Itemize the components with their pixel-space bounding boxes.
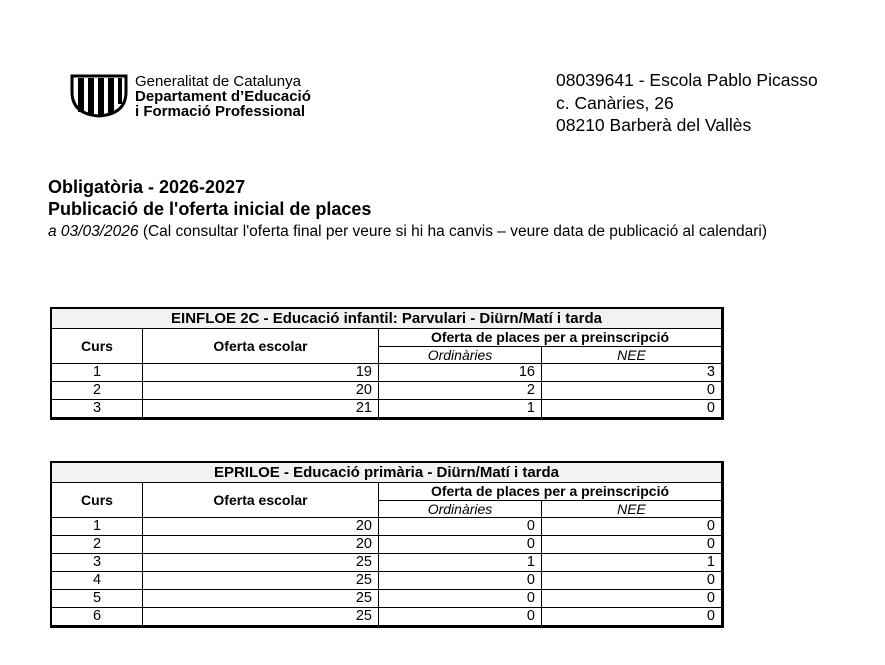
col-header-curs: Curs (51, 483, 143, 518)
generalitat-emblem-icon (68, 72, 130, 123)
logo-line-formacio: i Formació Professional (135, 103, 306, 120)
table-row (51, 572, 723, 590)
cell-oferta: 20 (143, 382, 379, 400)
col-header-nee: NEE (542, 501, 723, 518)
cell-curs: 3 (51, 554, 143, 572)
col-header-group: Oferta de places per a preinscripció (379, 329, 723, 347)
table-row (51, 554, 723, 572)
cell-oferta: 19 (143, 364, 379, 382)
cell-nee: 0 (542, 518, 723, 536)
cell-ordinaries: 16 (379, 364, 542, 382)
cell-ordinaries: 2 (379, 382, 542, 400)
cell-nee: 1 (542, 554, 723, 572)
school-info (556, 69, 818, 137)
table-row (51, 536, 723, 554)
col-header-oferta: Oferta escolar (143, 329, 379, 364)
cell-curs: 4 (51, 572, 143, 590)
cell-nee: 0 (542, 536, 723, 554)
publication-note (48, 222, 767, 242)
school-city: 08210 Barberà del Vallès (556, 115, 752, 135)
cell-ordinaries: 0 (379, 608, 542, 627)
table-title: EPRILOE - Educació primària - Diürn/Matí i tarda (51, 462, 723, 483)
cell-oferta: 25 (143, 572, 379, 590)
offer-table-primaria (50, 461, 724, 628)
offer-table-infantil (50, 307, 724, 420)
cell-curs: 2 (51, 382, 143, 400)
col-header-oferta: Oferta escolar (143, 483, 379, 518)
cell-nee: 0 (542, 572, 723, 590)
col-header-ordinaries: Ordinàries (379, 347, 542, 364)
title-block (48, 176, 767, 242)
table-row (51, 382, 723, 400)
cell-oferta: 25 (143, 608, 379, 627)
table-title: EINFLOE 2C - Educació infantil: Parvulari - Diürn/Matí i tarda (51, 308, 723, 329)
publication-note-text: (Cal consultar l'oferta final per veure si hi ha canvis – veure data de publicació al calendari) (138, 223, 767, 240)
col-header-nee: NEE (542, 347, 723, 364)
institution-name (135, 74, 311, 119)
cell-nee: 3 (542, 364, 723, 382)
col-header-group: Oferta de places per a preinscripció (379, 483, 723, 501)
cell-ordinaries: 0 (379, 590, 542, 608)
logo-line-departament: Departament d’Educació (135, 88, 311, 105)
table-row (51, 364, 723, 382)
table-row (51, 518, 723, 536)
cell-ordinaries: 0 (379, 572, 542, 590)
cell-curs: 1 (51, 364, 143, 382)
col-header-ordinaries: Ordinàries (379, 501, 542, 518)
publication-date: a 03/03/2026 (48, 223, 139, 240)
cell-curs: 5 (51, 590, 143, 608)
cell-oferta: 25 (143, 554, 379, 572)
cell-curs: 6 (51, 608, 143, 627)
table-row (51, 590, 723, 608)
cell-ordinaries: 0 (379, 536, 542, 554)
cell-ordinaries: 0 (379, 518, 542, 536)
page-title: Obligatòria - 2026-2027 (48, 177, 246, 197)
school-address: c. Canàries, 26 (556, 92, 674, 113)
col-header-curs: Curs (51, 329, 143, 364)
table-row (51, 608, 723, 627)
cell-nee: 0 (542, 608, 723, 627)
cell-ordinaries: 1 (379, 554, 542, 572)
cell-ordinaries: 1 (379, 400, 542, 419)
table-row (51, 400, 723, 419)
cell-oferta: 20 (143, 518, 379, 536)
cell-nee: 0 (542, 590, 723, 608)
page-subtitle: Publicació de l'oferta inicial de places (48, 199, 372, 219)
cell-oferta: 21 (143, 400, 379, 419)
cell-curs: 2 (51, 536, 143, 554)
cell-oferta: 25 (143, 590, 379, 608)
cell-nee: 0 (542, 382, 723, 400)
logo-line-generalitat: Generalitat de Catalunya (135, 73, 301, 90)
cell-nee: 0 (542, 400, 723, 419)
cell-curs: 3 (51, 400, 143, 419)
cell-curs: 1 (51, 518, 143, 536)
cell-oferta: 20 (143, 536, 379, 554)
school-code-name: 08039641 - Escola Pablo Picasso (556, 70, 818, 90)
